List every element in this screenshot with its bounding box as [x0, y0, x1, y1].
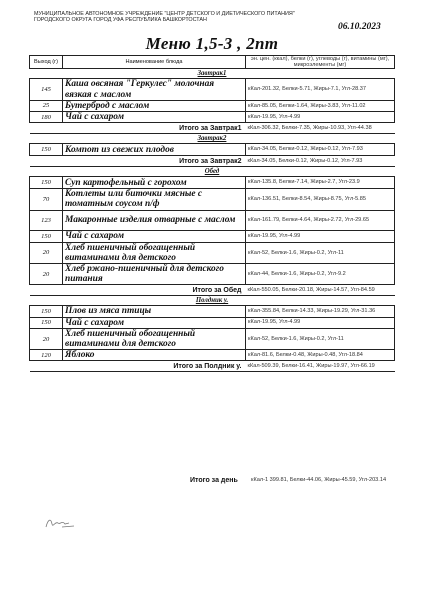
menu-date: 06.10.2023	[338, 22, 381, 32]
section-total-row	[30, 156, 395, 167]
dish-nutrition: кКал-355.84, Белки-14.33, Жиры-19.29, Угл-31.36	[246, 306, 395, 317]
dish-nutrition: кКал-19.95, Угл-4.99	[246, 317, 395, 328]
dish-yield: 123	[30, 210, 63, 230]
dish-yield: 25	[30, 100, 63, 111]
dish-yield: 120	[30, 350, 63, 361]
dish-name: Чай с сахаром	[63, 317, 246, 328]
table-row	[30, 350, 395, 361]
section-title: Полдник у.	[30, 296, 395, 306]
table-header-row	[30, 56, 395, 69]
table-row	[30, 100, 395, 111]
section-title-row	[30, 134, 395, 144]
section-title: Обед	[30, 167, 395, 177]
table-row	[30, 317, 395, 328]
dish-name: Каша овсяная "Геркулес" молочная вязкая с маслом	[63, 79, 246, 100]
dish-yield: 20	[30, 242, 63, 263]
dish-name: Хлеб пшеничный обогащенный витаминами для детского	[63, 242, 246, 263]
dish-name: Хлеб ржано-пшеничный для детского питания	[63, 264, 246, 285]
dish-name: Хлеб пшеничный обогащенный витаминами для детского	[63, 328, 246, 349]
section-total-value: кКал-34.05, Белки-0.12, Жиры-0.12, Угл-7.93	[246, 156, 395, 167]
section-total-value: кКал-306.32, Белки-7.35, Жиры-10.93, Угл-44.38	[246, 123, 395, 134]
table-row	[30, 328, 395, 349]
dish-yield: 70	[30, 189, 63, 210]
dish-yield: 20	[30, 264, 63, 285]
dish-name: Плов из мяса птицы	[63, 306, 246, 317]
table-row	[30, 230, 395, 242]
section-total-label: Итого за Полдник у.	[30, 361, 246, 372]
section-title-row	[30, 167, 395, 177]
menu-table	[29, 55, 395, 372]
section-total-label: Итого за Обед	[30, 285, 246, 296]
section-total-row	[30, 361, 395, 372]
day-total-value: кКал-1 399.81, Белки-44.06, Жиры-45.59, Угл-203.14	[251, 477, 387, 483]
menu-table-body	[30, 56, 395, 372]
dish-yield: 150	[30, 230, 63, 242]
table-row	[30, 79, 395, 100]
dish-name: Котлеты или биточки мясные с томатным соусом п/ф	[63, 189, 246, 210]
section-title: Завтрак2	[30, 134, 395, 144]
section-total-label: Итого за Завтрак1	[30, 123, 246, 134]
table-row	[30, 112, 395, 123]
table-row	[30, 306, 395, 317]
section-total-label: Итого за Завтрак2	[30, 156, 246, 167]
dish-nutrition: кКал-52, Белки-1.6, Жиры-0.2, Угл-11	[246, 242, 395, 263]
nutrition-column-header: эн. цен. (ккал), белки (г), углеводы (г), витамины (мг), микроэлементы (мг)	[246, 56, 395, 69]
table-row	[30, 144, 395, 156]
signature-mark	[44, 515, 78, 531]
organization-name: МУНИЦИПАЛЬНОЕ АВТОНОМНОЕ УЧРЕЖДЕНИЕ "ЦЕНТР ДЕТСКОГО И ДИЕТИЧЕСКОГО ПИТАНИЯ" ГОРОДСКОГО ОКРУГА ГОРОД УФА РЕСПУБЛИКА БАШКОРТОСТАН	[34, 11, 295, 24]
dish-yield: 145	[30, 79, 63, 100]
dish-name: Яблоко	[63, 350, 246, 361]
dish-nutrition: кКал-19.95, Угл-4.99	[246, 230, 395, 242]
section-total-value: кКал-509.39, Белки-16.41, Жиры-19.97, Угл-66.19	[246, 361, 395, 372]
dish-yield: 150	[30, 306, 63, 317]
dish-yield: 150	[30, 177, 63, 189]
dish-name: Чай с сахаром	[63, 230, 246, 242]
section-total-row	[30, 123, 395, 134]
dish-name: Компот из свежих плодов	[63, 144, 246, 156]
dish-nutrition: кКал-201.32, Белки-5.71, Жиры-7.1, Угл-28.37	[246, 79, 395, 100]
dish-yield: 150	[30, 144, 63, 156]
dish-nutrition: кКал-81.6, Белки-0.48, Жиры-0.48, Угл-18.84	[246, 350, 395, 361]
dish-nutrition: кКал-135.8, Белки-7.14, Жиры-2.7, Угл-23.9	[246, 177, 395, 189]
dish-name: Макаронные изделия отварные с маслом	[63, 210, 246, 230]
table-row	[30, 177, 395, 189]
table-row	[30, 242, 395, 263]
section-title: Завтрак1	[30, 69, 395, 79]
table-row	[30, 264, 395, 285]
dish-name: Чай с сахаром	[63, 112, 246, 123]
section-total-row	[30, 285, 395, 296]
table-row	[30, 210, 395, 230]
dish-yield: 20	[30, 328, 63, 349]
dish-nutrition: кКал-85.05, Белки-1.64, Жиры-3.83, Угл-11.02	[246, 100, 395, 111]
dish-yield: 180	[30, 112, 63, 123]
table-row	[30, 189, 395, 210]
page-title: Меню 1,5-3 , 2пт	[145, 34, 279, 53]
dish-name: Бутерброд с маслом	[63, 100, 246, 111]
dish-nutrition: кКал-136.51, Белки-8.54, Жиры-8.75, Угл-5.85	[246, 189, 395, 210]
dish-nutrition: кКал-19.95, Угл-4.99	[246, 112, 395, 123]
section-title-row	[30, 69, 395, 79]
dish-nutrition: кКал-52, Белки-1.6, Жиры-0.2, Угл-11	[246, 328, 395, 349]
yield-column-header: Выход (г)	[30, 56, 63, 69]
dish-nutrition: кКал-44, Белки-1.6, Жиры-0.2, Угл-9.2	[246, 264, 395, 285]
section-title-row	[30, 296, 395, 306]
dish-yield: 150	[30, 317, 63, 328]
section-total-value: кКал-550.05, Белки-20.18, Жиры-14.57, Угл-84.59	[246, 285, 395, 296]
dish-name: Суп картофельный с горохом	[63, 177, 246, 189]
day-total-label: Итого за день	[190, 477, 238, 484]
dish-nutrition: кКал-34.05, Белки-0.12, Жиры-0.12, Угл-7.93	[246, 144, 395, 156]
dish-nutrition: кКал-161.79, Белки-4.64, Жиры-2.72, Угл-29.65	[246, 210, 395, 230]
dish-column-header: Наименование блюда	[63, 56, 246, 69]
